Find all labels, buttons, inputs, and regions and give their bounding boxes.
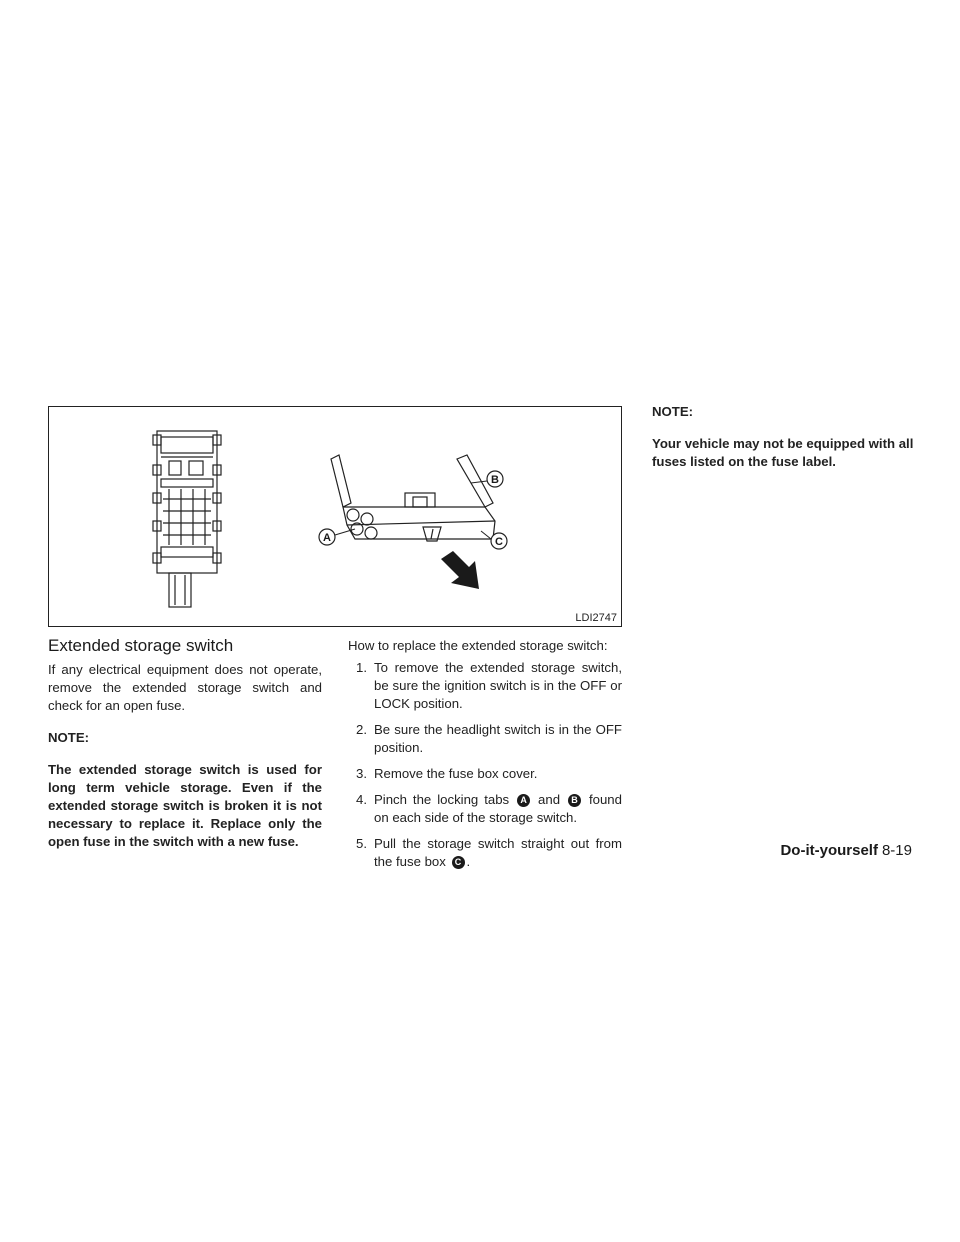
callout-b-label: B [491,474,499,486]
step-number: 4. [356,792,367,807]
step-text: Be sure the headlight switch is in the OFF position. [374,722,622,755]
page-number: 8-19 [881,842,912,859]
intro-paragraph: If any electrical equipment does not operate, remove the extended storage switch and check for an open fuse. [48,662,322,713]
callout-a-badge: A [517,794,530,807]
callout-b-marker [471,471,503,487]
step-text-pre: Pinch the locking tabs [374,792,510,807]
callout-c-label: C [495,536,503,548]
callout-b-badge: B [568,794,581,807]
step-text: Remove the fuse box cover. [374,766,538,781]
middle-column [348,637,622,879]
pull-direction-arrow-icon [441,551,479,589]
procedure-steps [348,659,622,871]
right-column [652,403,916,485]
storage-switch-drawing [331,455,495,541]
left-column [48,661,322,865]
step-text-pre: Pull the storage switch straight out from the fuse box [374,836,622,869]
step-number: 1. [356,660,367,675]
illustration-frame [48,406,622,627]
callout-a-marker [319,529,355,545]
procedure-heading: How to replace the extended storage switch: [348,638,608,653]
note-body: The extended storage switch is used for long term vehicle storage. Even if the extended storage switch is broken it is not necessary to replace it. Replace only the open fuse in the switch with a new fuse. [48,762,322,849]
step-item [348,659,622,713]
step-text: To remove the extended storage switch, be sure the ignition switch is in the OFF or LOCK position. [374,660,622,711]
step-item [348,791,622,827]
note-heading: NOTE: [652,404,694,419]
note-heading: NOTE: [48,730,90,745]
step-number: 5. [356,836,367,851]
page-footer [780,842,912,859]
step-item [348,765,622,783]
callout-c-badge: C [452,856,465,869]
step-text-mid: and [538,792,561,807]
note-body: Your vehicle may not be equipped with all fuses listed on the fuse label. [652,436,914,469]
callout-a-label: A [323,532,331,544]
section-title: Extended storage switch [48,636,234,655]
step-number: 2. [356,722,367,737]
step-text-post: . [466,854,471,869]
step-item [348,835,622,871]
storage-switch-illustration [49,407,621,626]
fuse-box-drawing [153,431,221,607]
step-number: 3. [356,766,367,781]
figure-code: LDI2747 [575,612,617,624]
footer-section-name: Do-it-yourself [780,842,878,859]
step-item [348,721,622,757]
step-text-post: found on each side of the storage switch. [374,792,622,825]
